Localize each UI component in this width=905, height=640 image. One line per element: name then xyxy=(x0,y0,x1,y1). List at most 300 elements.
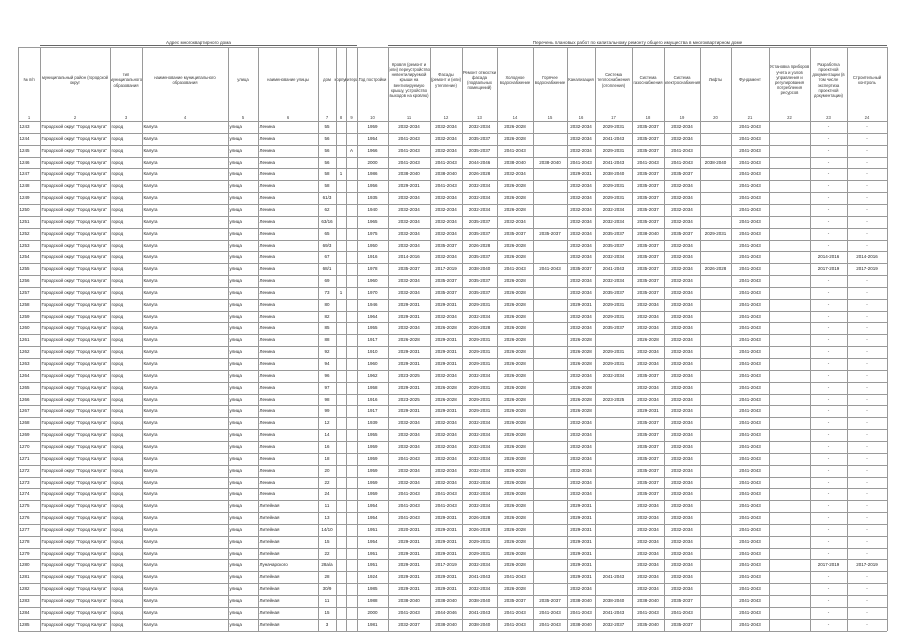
table-cell: 2026-2028 xyxy=(504,515,526,521)
table-cell: 2032-2034 xyxy=(570,586,592,592)
table-cell: - xyxy=(827,467,830,473)
table-cell: 2038-2040 xyxy=(570,621,592,627)
table-cell: 1254 xyxy=(19,254,30,260)
table-cell: Ленина xyxy=(259,313,275,319)
column-header: муниципальный район (городской округ xyxy=(41,74,109,85)
table-cell: 2041-2043 xyxy=(739,396,761,402)
table-cell: 2032-2034 xyxy=(435,467,457,473)
table-cell: 28а/а xyxy=(321,562,333,568)
table-cell: - xyxy=(827,124,830,129)
column-divider xyxy=(810,47,811,631)
table-cell: 2032-2034 xyxy=(570,278,592,284)
table-cell: Городской округ "Город Калуга" xyxy=(41,289,107,295)
table-cell: 2026-2028 xyxy=(570,408,592,414)
table-cell: 2014-2016 xyxy=(398,254,420,260)
table-cell: 1955 xyxy=(367,432,378,438)
table-cell: улица xyxy=(229,384,242,390)
table-cell: 18 xyxy=(324,455,330,461)
row-divider xyxy=(18,133,887,134)
column-header: наименование муниципального образования xyxy=(154,74,216,85)
table-cell: 2026-2028 xyxy=(504,479,526,485)
row-divider xyxy=(18,417,887,418)
table-cell: 2029-2031 xyxy=(704,230,727,236)
table-cell: Ленина xyxy=(259,289,275,295)
table-cell: 2035-2037 xyxy=(637,195,659,201)
table-cell: 2026-2028 xyxy=(504,278,526,284)
table-cell: город xyxy=(111,538,124,544)
column-number: 22 xyxy=(769,113,810,122)
table-cell: 2032-2034 xyxy=(637,384,659,390)
table-cell: 2041-2043 xyxy=(637,159,659,165)
table-cell: 1986 xyxy=(367,171,378,177)
column-divider xyxy=(336,47,337,631)
table-cell: - xyxy=(866,550,868,556)
table-cell: 2032-2034 xyxy=(570,289,592,295)
table-cell: 2032-2034 xyxy=(570,147,592,153)
table-cell: 2029-2031 xyxy=(468,349,491,355)
table-cell: 2038-2040 xyxy=(435,171,457,177)
table-cell: Калуга xyxy=(143,135,158,141)
table-cell: 2032-2034 xyxy=(468,443,491,449)
table-cell: улица xyxy=(229,230,242,236)
table-cell: - xyxy=(827,384,830,390)
table-cell: 1951 xyxy=(367,550,378,556)
table-cell: Калуга xyxy=(143,159,158,165)
table-cell: 1954 xyxy=(367,538,378,544)
table-cell: улица xyxy=(229,313,242,319)
table-cell: 2032-2034 xyxy=(435,420,457,426)
column-header: Ремонт отмостки фасада (подвальных помещений) xyxy=(462,69,497,91)
table-cell: - xyxy=(866,183,868,189)
table-cell: 2026-2028 xyxy=(504,503,526,509)
table-cell: улица xyxy=(229,135,242,141)
table-cell: 2032-2034 xyxy=(671,195,693,201)
table-cell: 2029-2031 xyxy=(637,408,659,414)
table-cell: 1258 xyxy=(19,301,30,307)
table-cell: 2032-2034 xyxy=(602,254,625,260)
table-cell: 1247 xyxy=(19,171,30,177)
table-cell: Городской округ "Город Калуга" xyxy=(41,230,107,236)
table-cell: 1245 xyxy=(19,147,30,153)
row-divider xyxy=(18,548,887,549)
table-cell: город xyxy=(111,171,124,177)
table-cell: город xyxy=(111,230,124,236)
row-divider xyxy=(18,512,887,513)
table-cell: город xyxy=(111,301,124,307)
table-cell: город xyxy=(111,526,124,532)
table-cell: Калуга xyxy=(143,574,158,580)
table-cell: 2032-2034 xyxy=(468,195,491,201)
table-cell: 2029-2031 xyxy=(398,301,420,307)
table-cell: 2029-2031 xyxy=(468,384,491,390)
column-number: 24 xyxy=(847,113,887,122)
table-cell: 58 xyxy=(324,171,330,177)
table-cell: Калуга xyxy=(143,372,158,378)
table-cell: 2035-2037 xyxy=(468,254,491,260)
table-cell: - xyxy=(827,218,830,224)
table-cell: город xyxy=(111,396,124,402)
table-cell: 2032-2034 xyxy=(398,467,420,473)
row-divider xyxy=(18,394,887,395)
table-cell: город xyxy=(111,432,124,438)
row-divider xyxy=(18,382,887,383)
table-cell: Городской округ "Город Калуга" xyxy=(41,195,107,201)
table-cell: 65 xyxy=(324,230,330,236)
table-cell: Городской округ "Город Калуга" xyxy=(41,218,107,224)
table-cell: город xyxy=(111,408,124,414)
table-cell: 2041-2043 xyxy=(739,337,761,343)
table-cell: 1274 xyxy=(19,491,30,497)
table-cell: город xyxy=(111,455,124,461)
table-cell: 2038-2040 xyxy=(468,621,491,627)
table-cell: 15 xyxy=(324,609,330,615)
table-cell: 2041-2043 xyxy=(739,206,761,212)
column-divider xyxy=(258,47,259,631)
table-cell: Городской округ "Город Калуга" xyxy=(41,538,107,544)
table-cell: 2041-2043 xyxy=(739,479,761,485)
table-cell: 2029-2031 xyxy=(398,538,420,544)
table-cell: 2032-2034 xyxy=(398,206,420,212)
table-cell: 1282 xyxy=(19,586,30,592)
table-cell: Городской округ "Город Калуга" xyxy=(41,242,107,248)
table-cell: 2026-2028 xyxy=(504,384,526,390)
table-cell: 2026-2028 xyxy=(570,384,592,390)
table-cell: Ленина xyxy=(259,124,275,129)
table-cell: 2035-2037 xyxy=(637,206,659,212)
table-cell: 1255 xyxy=(19,266,30,272)
table-cell: город xyxy=(111,195,124,201)
column-header: литера xyxy=(344,77,359,83)
table-cell: Калуга xyxy=(143,432,158,438)
column-divider xyxy=(595,47,596,631)
table-cell: 2026-2028 xyxy=(637,337,659,343)
table-cell: - xyxy=(866,242,868,248)
table-cell: 2032-2034 xyxy=(468,183,491,189)
table-cell: 1250 xyxy=(19,206,30,212)
table-cell: 2032-2034 xyxy=(637,574,659,580)
table-cell: 2035-2037 xyxy=(602,230,625,236)
table-cell: 2035-2037 xyxy=(602,242,625,248)
table-cell: - xyxy=(827,242,830,248)
table-cell: 2041-2043 xyxy=(739,325,761,331)
table-cell: 2026-2028 xyxy=(468,242,491,248)
column-number: 8 xyxy=(336,113,346,122)
table-cell: - xyxy=(827,586,830,592)
table-cell: 2029-2031 xyxy=(468,396,491,402)
table-cell: 2032-2034 xyxy=(671,325,693,331)
table-cell: Калуга xyxy=(143,147,158,153)
table-cell: улица xyxy=(229,550,242,556)
column-divider xyxy=(388,47,389,631)
table-cell: 2041-2043 xyxy=(602,266,625,272)
table-cell: 2029-2031 xyxy=(468,301,491,307)
table-cell: 2032-2034 xyxy=(671,254,693,260)
table-cell: 1285 xyxy=(19,621,30,627)
row-divider xyxy=(18,346,887,347)
column-header: Система электроснабжения xyxy=(663,74,701,85)
table-cell: 1278 xyxy=(19,538,30,544)
table-cell: Городской округ "Город Калуга" xyxy=(41,206,107,212)
table-cell: Ленина xyxy=(259,171,275,177)
table-cell: 2041-2043 xyxy=(504,609,526,615)
table-cell: 2029-2031 xyxy=(570,550,592,556)
table-cell: улица xyxy=(229,183,242,189)
table-cell: 2032-2034 xyxy=(504,171,526,177)
table-cell: 2032-2034 xyxy=(435,432,457,438)
table-cell: 2035-2037 xyxy=(504,598,526,603)
table-cell: 2041-2043 xyxy=(739,550,761,556)
table-cell: - xyxy=(866,195,868,201)
table-cell: 2041-2043 xyxy=(504,266,526,272)
table-cell: 2041-2043 xyxy=(739,491,761,497)
table-cell: 2032-2034 xyxy=(435,218,457,224)
table-cell: 1260 xyxy=(19,325,30,331)
table-cell: 2026-2028 xyxy=(435,396,457,402)
table-cell: - xyxy=(827,159,830,165)
table-cell: 2041-2043 xyxy=(504,147,526,153)
table-cell: 1253 xyxy=(19,242,30,248)
table-cell: 2029-2031 xyxy=(570,526,592,532)
table-cell: 2041-2043 xyxy=(570,159,592,165)
table-cell: 63/16 xyxy=(321,218,333,224)
row-divider xyxy=(18,216,887,217)
column-header: наименование улицы xyxy=(267,77,309,83)
table-cell: - xyxy=(866,598,868,603)
table-cell: 2032-2037 xyxy=(602,621,625,627)
table-cell: улица xyxy=(229,337,242,343)
table-cell: 2041-2043 xyxy=(739,195,761,201)
table-cell: 1244 xyxy=(19,135,30,141)
table-cell: 2023-2025 xyxy=(602,396,625,402)
table-cell: 1281 xyxy=(19,574,30,580)
table-cell: 2026-2028 xyxy=(504,242,526,248)
table-cell: 2032-2034 xyxy=(398,325,420,331)
table-cell: 1916 xyxy=(367,254,378,260)
table-cell: Ленина xyxy=(259,254,275,260)
table-cell: 2032-2034 xyxy=(570,195,592,201)
table-cell: 1939 xyxy=(367,420,378,426)
table-cell: 2035-2037 xyxy=(637,266,659,272)
table-cell: 2029-2031 xyxy=(435,538,457,544)
table-cell: 2041-2043 xyxy=(739,443,761,449)
table-cell: - xyxy=(866,159,868,165)
table-cell: 1964 xyxy=(367,313,378,319)
table-cell: улица xyxy=(229,289,242,295)
table-cell: Ленина xyxy=(259,230,275,236)
table-cell: 2032-2034 xyxy=(468,491,491,497)
table-cell: 2041-2043 xyxy=(739,574,761,580)
table-cell: Городской округ "Город Калуга" xyxy=(41,586,107,592)
table-cell: 2041-2043 xyxy=(739,230,761,236)
table-cell: 2032-2034 xyxy=(398,242,420,248)
table-cell: 2032-2034 xyxy=(570,372,592,378)
table-cell: 2032-2034 xyxy=(570,467,592,473)
table-cell: 67 xyxy=(324,254,330,260)
row-divider xyxy=(18,595,887,596)
table-cell: 1975 xyxy=(367,230,378,236)
table-cell: Городской округ "Город Калуга" xyxy=(41,266,107,272)
table-cell: 2035-2037 xyxy=(435,278,457,284)
table-cell: 2041-2043 xyxy=(739,384,761,390)
table-cell: Городской округ "Город Калуга" xyxy=(41,621,107,627)
table-cell: 2041-2043 xyxy=(468,574,491,580)
table-cell: 2035-2037 xyxy=(468,218,491,224)
table-cell: Городской округ "Город Калуга" xyxy=(41,574,107,580)
table-cell: 2032-2034 xyxy=(468,503,491,509)
table-cell: Калуга xyxy=(143,420,158,426)
table-cell: город xyxy=(111,598,124,603)
table-cell: 2032-2034 xyxy=(398,218,420,224)
column-number: 2 xyxy=(40,113,110,122)
table-cell: Калуга xyxy=(143,538,158,544)
table-cell: 2041-2043 xyxy=(739,586,761,592)
table-cell: - xyxy=(827,301,830,307)
table-cell: - xyxy=(827,550,830,556)
table-cell: 2029-2031 xyxy=(602,183,625,189)
table-cell: 2035-2037 xyxy=(468,278,491,284)
table-cell: 2041-2043 xyxy=(739,266,761,272)
table-cell: - xyxy=(866,124,868,129)
table-cell: Литейная xyxy=(259,621,280,627)
table-cell: 2032-2034 xyxy=(671,467,693,473)
table-cell: 2032-2034 xyxy=(398,479,420,485)
table-cell: 2032-2034 xyxy=(671,491,693,497)
table-cell: 2032-2034 xyxy=(398,230,420,236)
table-cell: 2041-2043 xyxy=(739,254,761,260)
table-cell: 62 xyxy=(324,206,330,212)
table-cell: 1283 xyxy=(19,598,30,603)
table-cell: улица xyxy=(229,396,242,402)
table-cell: 97 xyxy=(324,384,330,390)
column-number: 18 xyxy=(632,113,664,122)
column-divider xyxy=(40,47,41,631)
table-cell: 2029-2031 xyxy=(602,313,625,319)
table-cell: Городской округ "Город Калуга" xyxy=(41,491,107,497)
table-cell: 2038-2040 xyxy=(398,598,420,603)
column-header: Кровля (ремонт и (или) переустройство невентилируемой крыши на вентилируемую крышу, устройство выходов на кровлю) xyxy=(388,61,430,98)
row-divider xyxy=(18,157,887,158)
table-cell: - xyxy=(827,538,830,544)
table-cell: 2041-2043 xyxy=(739,361,761,366)
column-number: 14 xyxy=(497,113,533,122)
table-cell: 2032-2034 xyxy=(468,313,491,319)
column-divider xyxy=(497,47,498,631)
table-cell: улица xyxy=(229,349,242,355)
table-cell: 2017-2019 xyxy=(435,562,457,568)
row-divider xyxy=(18,524,887,525)
column-header: Фасады (ремонт и (или) утепление) xyxy=(430,72,462,88)
table-cell: - xyxy=(866,206,868,212)
table-cell: 2032-2034 xyxy=(398,124,420,129)
table-cell: 2029-2031 xyxy=(398,361,420,366)
table-cell: 1271 xyxy=(19,455,30,461)
table-cell: 2026-2028 xyxy=(504,289,526,295)
table-cell: 2041-2043 xyxy=(739,408,761,414)
column-header: Лифты xyxy=(708,77,723,83)
table-cell: Городской округ "Город Калуга" xyxy=(41,313,107,319)
table-cell: Городской округ "Город Калуга" xyxy=(41,147,107,153)
table-cell: Городской округ "Город Калуга" xyxy=(41,526,107,532)
row-divider xyxy=(18,263,887,264)
table-cell: 1270 xyxy=(19,443,30,449)
table-cell: 1276 xyxy=(19,515,30,521)
table-cell: Ленина xyxy=(259,325,275,331)
column-divider xyxy=(700,47,701,631)
table-cell: 2035-2037 xyxy=(468,135,491,141)
table-cell: - xyxy=(866,278,868,284)
table-cell: город xyxy=(111,574,124,580)
table-cell: 2038-2040 xyxy=(637,230,659,236)
column-number: 13 xyxy=(462,113,497,122)
table-cell: 2038-2040 xyxy=(398,171,420,177)
table-cell: 2041-2043 xyxy=(739,159,761,165)
column-divider xyxy=(110,47,111,631)
table-cell: 2044-2046 xyxy=(435,609,457,615)
row-divider xyxy=(18,192,887,193)
table-cell: 2029-2031 xyxy=(468,408,491,414)
table-cell: Калуга xyxy=(143,467,158,473)
table-cell: 2032-2034 xyxy=(671,313,693,319)
table-cell: 1951 xyxy=(367,526,378,532)
table-cell: 2032-2034 xyxy=(671,289,693,295)
table-cell: Калуга xyxy=(143,550,158,556)
table-cell: 2026-2028 xyxy=(504,443,526,449)
table-cell: 2026-2028 xyxy=(570,396,592,402)
table-cell: - xyxy=(827,621,830,627)
table-cell: 2032-2034 xyxy=(637,301,659,307)
table-cell: 1959 xyxy=(367,491,378,497)
table-cell: 2038-2040 xyxy=(435,621,457,627)
table-cell: 2041-2043 xyxy=(739,124,761,129)
table-cell: улица xyxy=(229,503,242,509)
table-cell: 2035-2037 xyxy=(637,147,659,153)
table-cell: 2041-2043 xyxy=(739,289,761,295)
row-divider xyxy=(18,180,887,181)
table-cell: Ленина xyxy=(259,384,275,390)
row-divider xyxy=(18,251,887,252)
table-cell: Калуга xyxy=(143,479,158,485)
table-cell: 1981 xyxy=(367,621,378,627)
table-cell: город xyxy=(111,443,124,449)
table-cell: 2041-2043 xyxy=(739,455,761,461)
table-cell: 11 xyxy=(324,598,330,603)
table-cell: - xyxy=(827,278,830,284)
table-cell: Калуга xyxy=(143,313,158,319)
table-cell: Городской округ "Город Калуга" xyxy=(41,479,107,485)
table-cell: 96 xyxy=(324,372,330,378)
table-cell: 2026-2028 xyxy=(435,325,457,331)
row-divider xyxy=(18,311,887,312)
table-cell: Ленина xyxy=(259,278,275,284)
table-cell: 2041-2043 xyxy=(739,432,761,438)
column-header: дом xyxy=(323,77,331,83)
table-cell: - xyxy=(866,479,868,485)
table-cell: Ленина xyxy=(259,242,275,248)
column-number: 3 xyxy=(110,113,142,122)
table-cell: 2032-2034 xyxy=(637,526,659,532)
table-cell: - xyxy=(827,503,830,509)
table-cell: 1940 xyxy=(367,206,378,212)
column-divider xyxy=(318,47,319,631)
table-cell: Калуга xyxy=(143,526,158,532)
table-cell: 1959 xyxy=(367,443,378,449)
table-cell: 2026-2028 xyxy=(504,538,526,544)
table-cell: 2026-2028 xyxy=(504,183,526,189)
table-cell: 2041-2043 xyxy=(739,372,761,378)
table-cell: 1954 xyxy=(367,135,378,141)
table-cell: 2026-2028 xyxy=(504,455,526,461)
table-cell: Литейная xyxy=(259,550,280,556)
